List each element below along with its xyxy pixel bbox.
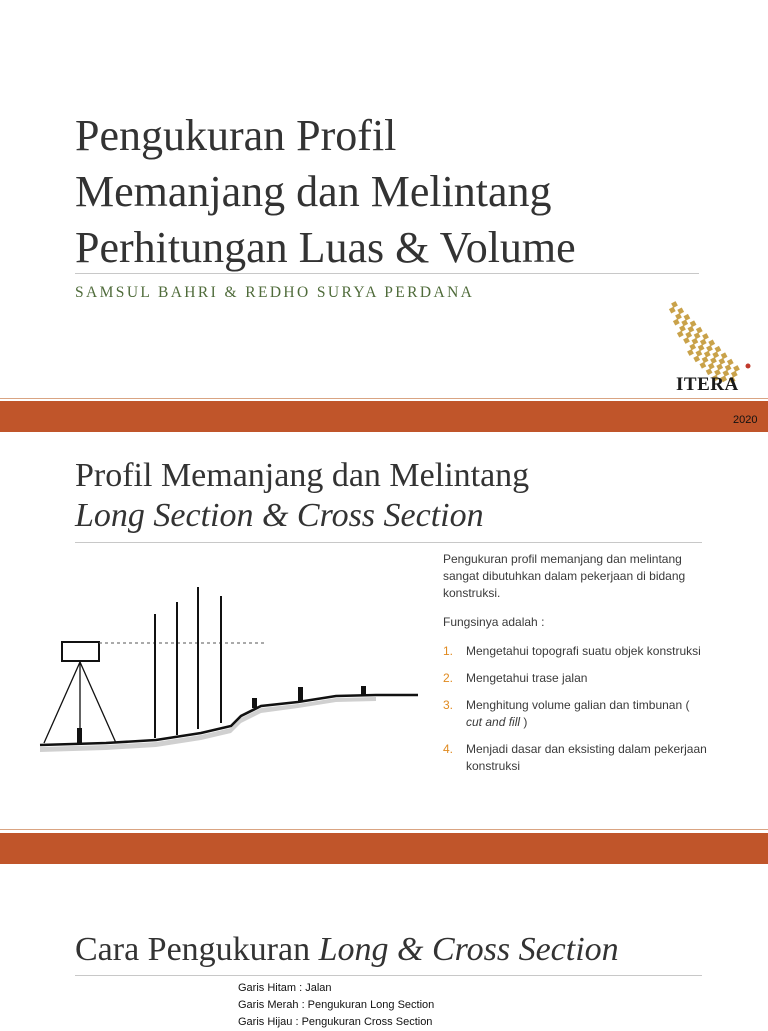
line-legend: [238, 980, 434, 1031]
logo-tile: [708, 340, 715, 347]
legend-item: Garis Merah : Pengukuran Long Section: [238, 999, 435, 1011]
logo-tile: [727, 359, 734, 366]
slide2-title-line1: Profil Memanjang dan Melintang: [75, 457, 530, 494]
slide3-title-plain: Cara Pengukuran: [75, 931, 319, 968]
list-number: 1.: [443, 644, 454, 658]
slide1-title-line: Pengukuran Profil: [75, 111, 397, 160]
logo-tile: [696, 350, 703, 357]
logo-tile: [687, 349, 694, 356]
survey-stake: [298, 687, 303, 701]
logo-tile: [712, 352, 719, 359]
list-text: Mengetahui trase jalan: [466, 671, 588, 685]
list-text: Menjadi dasar dan eksisting dalam pekerjaan konstruksi: [466, 742, 707, 773]
list-item: [443, 741, 708, 775]
band-divider: [0, 398, 768, 399]
list-text: Menghitung volume galian dan timbunan (: [466, 698, 690, 712]
list-text-tail: ): [520, 715, 528, 729]
itera-logo-text: ITERA: [676, 374, 739, 395]
logo-tile: [708, 363, 715, 370]
tripod-leg: [44, 662, 80, 743]
survey-stake: [361, 686, 366, 696]
list-item: [443, 697, 708, 731]
legend-item: Garis Hijau : Pengukuran Cross Section: [238, 1016, 433, 1028]
survey-profile-diagram: [36, 580, 428, 770]
survey-stake: [77, 728, 82, 744]
list-text: Mengetahui topografi suatu objek konstruksi: [466, 644, 701, 658]
orange-band: [0, 401, 768, 432]
logo-tile: [698, 344, 705, 351]
slide3-divider: [75, 975, 702, 976]
list-text-emphasis: cut and fill: [466, 715, 521, 729]
functions-list: [443, 643, 708, 775]
year-label: 2020: [733, 414, 758, 426]
slide1-title-line: Perhitungan Luas & Volume: [75, 223, 576, 272]
logo-tile: [700, 339, 707, 346]
logo-tile: [710, 357, 717, 364]
logo-tile: [702, 333, 709, 340]
logo-tile: [700, 362, 707, 369]
authors-subtitle: SAMSUL BAHRI & REDHO SURYA PERDANA: [75, 284, 475, 301]
logo-tile: [683, 337, 690, 344]
logo-tile: [688, 326, 695, 333]
logo-tile: [684, 314, 691, 321]
logo-tile: [677, 331, 684, 338]
logo-tile: [733, 365, 740, 372]
logo-tile: [677, 308, 684, 315]
list-number: 2.: [443, 671, 454, 685]
slide1-title: [75, 108, 715, 276]
logo-tile: [719, 358, 726, 365]
list-item: [443, 670, 708, 687]
logo-tile: [679, 325, 686, 332]
band-divider: [0, 829, 768, 830]
level-instrument: [62, 642, 99, 661]
logo-tile: [696, 327, 703, 334]
logo-tile: [694, 332, 701, 339]
logo-tile: [685, 332, 692, 339]
logo-tile: [704, 351, 711, 358]
intro-paragraph: Pengukuran profil memanjang dan melintang sangat dibutuhkan dalam pekerjaan di bidang konstruksi.: [443, 552, 686, 600]
logo-tile: [692, 338, 699, 345]
logo-tile: [716, 364, 723, 371]
slide2-divider: [75, 542, 702, 543]
logo-dot: [746, 364, 751, 369]
legend-item: Garis Hitam : Jalan: [238, 982, 332, 994]
slide3-title: [75, 928, 619, 972]
functions-label: Fungsinya adalah :: [443, 615, 545, 629]
logo-tile: [693, 356, 700, 363]
logo-tile: [725, 364, 732, 371]
logo-tile: [675, 313, 682, 320]
logo-tile: [721, 352, 728, 359]
slide1-title-line: Memanjang dan Melintang: [75, 167, 552, 216]
tripod-leg: [80, 662, 116, 743]
list-number: 3.: [443, 698, 454, 712]
logo-tile: [681, 320, 688, 327]
logo-tile: [706, 345, 713, 352]
logo-tile: [690, 320, 697, 327]
title-divider: [75, 273, 699, 274]
survey-stake: [252, 698, 257, 708]
logo-tile: [689, 344, 696, 351]
list-item: [443, 643, 708, 660]
logo-tile: [702, 356, 709, 363]
logo-tile: [673, 319, 680, 326]
logo-tile: [715, 346, 722, 353]
slide3-title-italic: Long & Cross Section: [318, 931, 619, 968]
slide2-title-line2: Long Section & Cross Section: [75, 497, 484, 534]
logo-tile: [671, 301, 678, 308]
logo-tile: [669, 307, 676, 314]
orange-band: [0, 833, 768, 864]
slide2-title: [75, 456, 529, 536]
ground-surface: [40, 695, 418, 745]
slide2-body: [443, 551, 708, 785]
list-number: 4.: [443, 742, 454, 756]
